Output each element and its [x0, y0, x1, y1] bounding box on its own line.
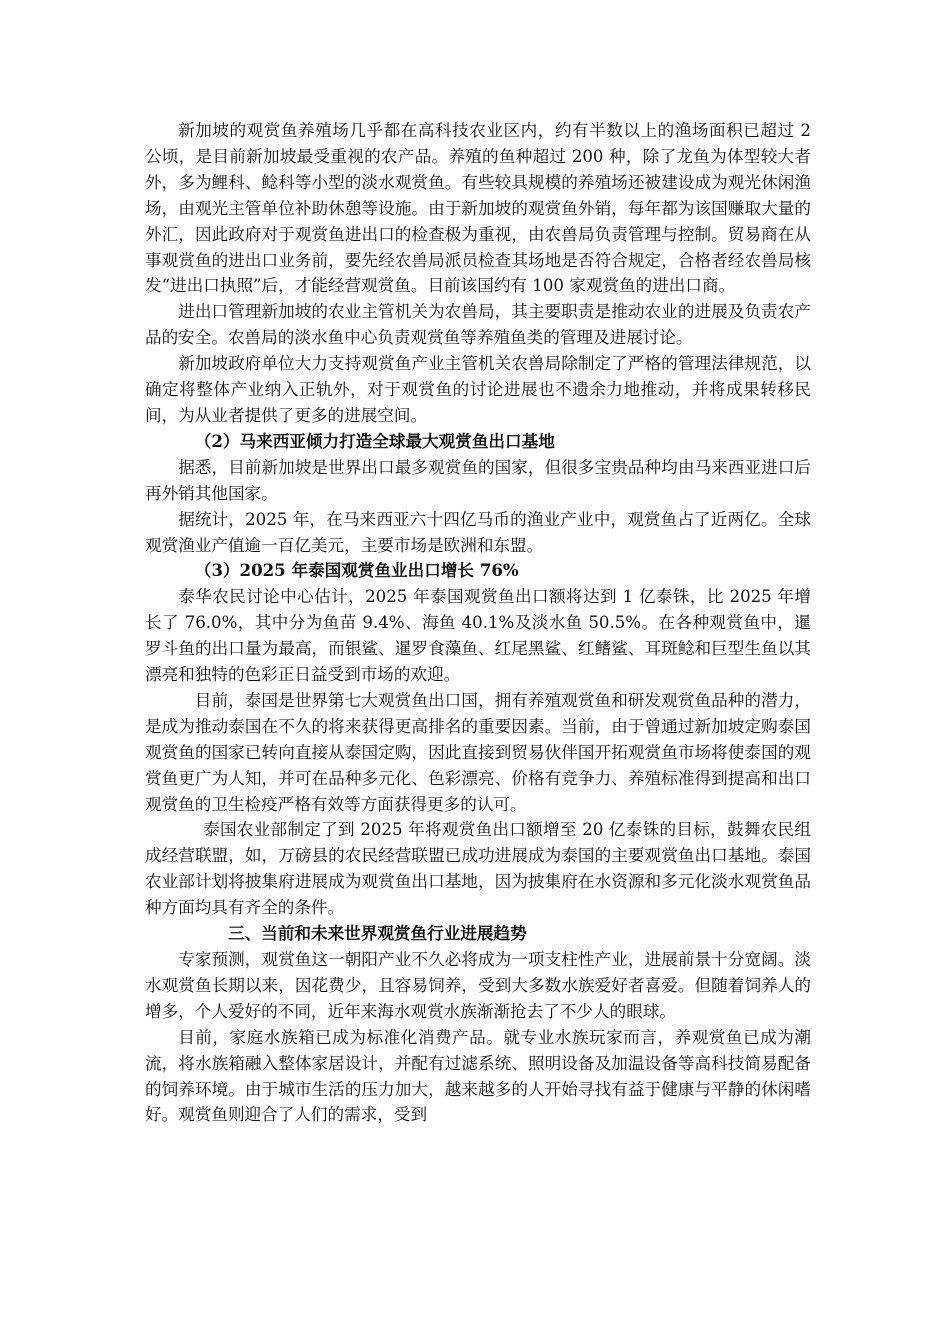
- heading-malaysia: （2）马来西亚倾力打造全球最大观赏鱼出口基地: [194, 430, 555, 451]
- paragraph-import-export-management: 进出口管理新加坡的农业主管机关为农兽局，其主要职责是推动农业的进展及负责农产品的安全。农兽局的淡水鱼中心负责观赏鱼等养殖鱼类的管理及进展讨论。: [145, 302, 811, 348]
- paragraph-thailand-estimate: 泰华农民讨论中心估计，2025 年泰国观赏鱼出口额将达到 1 亿泰铢，比 2025 年增长了 76.0%，其中分为鱼苗 9.4%、海鱼 40.1%及淡水鱼 50.5%。在各种观赏鱼中，暹罗斗鱼的出口量为最高，而银鲨、暹罗食藻鱼、红尾黑鲨、红鳍鲨、耳斑鲶和巨型生鱼以其漂亮和独特的色彩正日益受到市场的欢迎。: [145, 587, 811, 685]
- paragraph-malaysia-reexport: 据悉，目前新加坡是世界出口最多观赏鱼的国家，但很多宝贵品种均由马来西亚进口后再外销其他国家。: [145, 457, 811, 503]
- paragraph-thailand-ranking: 目前，泰国是世界第七大观赏鱼出口国，拥有养殖观赏鱼和研发观赏鱼品种的潜力，是成为推动泰国在不久的将来获得更高排名的重要因素。当前，由于曾通过新加坡定购泰国观赏鱼的国家已转向直接从泰国定购，因此直接到贸易伙伴国开拓观赏鱼市场将使泰国的观赏鱼更广为人知，并可在品种多元化、色彩漂亮、价格有竞争力、养殖标准得到提高和出口观赏鱼的卫生检疫严格有效等方面获得更多的认可。: [145, 690, 811, 814]
- document-body: [145, 118, 811, 1128]
- heading-thailand: （3）2025 年泰国观赏鱼业出口增长 76%: [194, 560, 519, 581]
- paragraph-expert-forecast: 专家预测，观赏鱼这一朝阳产业不久必将成为一项支柱性产业，进展前景十分宽阔。淡水观赏鱼长期以来，因花费少，且容易饲养，受到大多数水族爱好者喜爱。但随着饲养人的增多，个人爱好的不同，近年来海水观赏水族渐渐抢去了不少人的眼球。: [145, 950, 811, 1021]
- paragraph-home-aquarium: 目前，家庭水族箱已成为标准化消费产品。就专业水族玩家而言，养观赏鱼已成为潮流，将水族箱融入整体家居设计，并配有过滤系统、照明设备及加温设备等高科技简易配备的饲养环境。由于城市生活的压力加大，越来越多的人开始寻找有益于健康与平静的休闲嗜好。观赏鱼则迎合了人们的需求，受到: [145, 1027, 811, 1125]
- paragraph-malaysia-statistics: 据统计，2025 年，在马来西亚六十四亿马币的渔业产业中，观赏鱼占了近两亿。全球观赏渔业产值逾一百亿美元，主要市场是欧洲和东盟。: [145, 509, 811, 555]
- paragraph-government-support: 新加坡政府单位大力支持观赏鱼产业主管机关农兽局除制定了严格的管理法律规范，以确定将整体产业纳入正轨外，对于观赏鱼的讨论进展也不遗余力地推动，并将成果转移民间，为从业者提供了更多的进展空间。: [145, 354, 811, 425]
- heading-section-three: 三、当前和未来世界观赏鱼行业进展趋势: [228, 923, 527, 944]
- paragraph-singapore-farms: 新加坡的观赏鱼养殖场几乎都在高科技农业区内，约有半数以上的渔场面积已超过 2 公顷，是目前新加坡最受重视的农产品。养殖的鱼种超过 200 种，除了龙鱼为体型较大者外，多为鲤科、鲶科等小型的淡水观赏鱼。有些较具规模的养殖场还被建设成为观光休闲渔场，由观光主管单位补助休憩等设施。由于新加坡的观赏鱼外销，每年都为该国赚取大量的外汇，因此政府对于观赏鱼进出口的检查极为重视，由农兽局负责管理与控制。贸易商在从事观赏鱼的进出口业务前，要先经农兽局派员检查其场地是否符合规定，合格者经农兽局核发“进出口执照”后，才能经营观赏鱼。目前该国约有 100 家观赏鱼的进出口商。: [145, 121, 811, 296]
- paragraph-thailand-target: 泰国农业部制定了到 2025 年将观赏鱼出口额增至 20 亿泰铢的目标，鼓舞农民组成经营联盟，如，万磅县的农民经营联盟已成功进展成为泰国的主要观赏鱼出口基地。泰国农业部计划将披集府进展成为观赏鱼出口基地，因为披集府在水资源和多元化淡水观赏鱼品种方面均具有齐全的条件。: [145, 820, 811, 918]
